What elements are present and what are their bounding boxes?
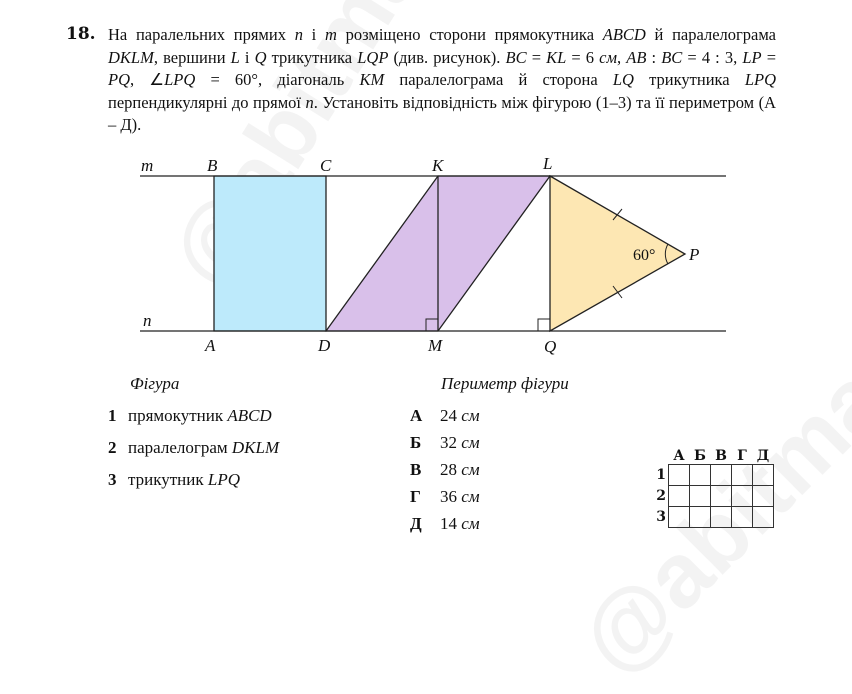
answer-cell[interactable] <box>690 486 711 507</box>
perimeter-option <box>410 433 480 453</box>
option-value: 24 <box>440 406 462 425</box>
perimeter-option <box>410 514 480 534</box>
answer-cell[interactable] <box>753 507 774 528</box>
figure-column-header: Фігура <box>130 374 180 393</box>
perimeter-column-header: Периметр фігури <box>441 374 569 393</box>
option-letter: Б <box>410 433 422 452</box>
angle-label: 60° <box>633 247 656 264</box>
answer-cell[interactable] <box>669 507 690 528</box>
grid-corner <box>648 448 669 465</box>
option-unit: см <box>461 487 480 506</box>
grid-row-header: 2 <box>656 488 666 504</box>
answer-cell[interactable] <box>732 486 753 507</box>
option-value: 14 <box>440 514 462 533</box>
option-unit: см <box>461 406 480 425</box>
grid-column-header: Б <box>694 448 706 464</box>
figure-item-name: DKLM <box>231 438 280 457</box>
right-angle-mark-q <box>538 319 550 331</box>
answer-cell[interactable] <box>732 507 753 528</box>
label-n: n <box>143 311 152 330</box>
answer-cell[interactable] <box>711 486 732 507</box>
perimeter-option <box>410 406 480 426</box>
option-unit: см <box>461 460 480 479</box>
problem-text: На паралельних прямих n і m розміщено сторони прямокутника ABCD й паралелограма DKLM, вершини L і Q трикутника LQP (див. рисунок). BC = KL = 6 см, AB : BC = 4 : 3, LP = PQ, ∠LPQ = 60°, діагональ KM паралелограма й сторона LQ трикутника LPQ перпендикулярні до прямої n. Установіть відповідність між фігурою (1–3) та її периметром (А – Д). <box>108 25 776 134</box>
figure-item-text: паралелограм <box>128 438 232 457</box>
label-d: D <box>318 336 331 355</box>
grid-column-header: Г <box>737 448 747 464</box>
label-b: B <box>207 156 218 175</box>
answer-cell[interactable] <box>711 465 732 486</box>
figure-item-text: прямокутник <box>128 406 228 425</box>
answer-cell[interactable] <box>711 507 732 528</box>
figure-item <box>108 438 279 458</box>
figure-item <box>108 470 240 490</box>
option-letter: А <box>410 406 423 425</box>
grid-column-header: А <box>673 448 685 464</box>
perimeter-option <box>410 487 480 507</box>
label-p: P <box>689 245 700 264</box>
answer-cell[interactable] <box>753 465 774 486</box>
answer-cell[interactable] <box>690 465 711 486</box>
answer-cell[interactable] <box>690 507 711 528</box>
option-value: 32 <box>440 433 462 452</box>
figure-item <box>108 406 272 426</box>
figure-item-text: трикутник <box>128 470 208 489</box>
figure-item-name: ABCD <box>227 406 272 425</box>
option-value: 28 <box>440 460 462 479</box>
label-l: L <box>543 154 553 173</box>
problem-number: 18. <box>66 24 96 44</box>
label-q: Q <box>544 337 557 356</box>
answer-grid <box>648 448 774 528</box>
figure-item-number: 2 <box>108 438 117 457</box>
grid-column-header: В <box>715 448 727 464</box>
grid-row-header: 1 <box>656 467 666 483</box>
answer-cell[interactable] <box>669 465 690 486</box>
grid-column-header: Д <box>756 448 770 464</box>
label-m: m <box>141 156 154 175</box>
option-letter: Д <box>410 514 422 533</box>
answer-cell[interactable] <box>753 486 774 507</box>
grid-row-header: 3 <box>656 509 666 525</box>
option-letter: В <box>410 460 422 479</box>
figure-item-number: 3 <box>108 470 117 489</box>
answer-cell[interactable] <box>732 465 753 486</box>
figure-item-number: 1 <box>108 406 117 425</box>
label-c: C <box>320 156 332 175</box>
option-value: 36 <box>440 487 462 506</box>
figure-item-name: LPQ <box>207 470 241 489</box>
option-unit: см <box>461 514 480 533</box>
label-a: A <box>205 336 216 355</box>
label-k: K <box>432 156 444 175</box>
answer-cell[interactable] <box>669 486 690 507</box>
option-letter: Г <box>410 487 421 506</box>
rectangle-abcd <box>214 176 326 331</box>
option-unit: см <box>461 433 480 452</box>
label-m-vertex: M <box>428 336 443 355</box>
perimeter-option <box>410 460 480 480</box>
